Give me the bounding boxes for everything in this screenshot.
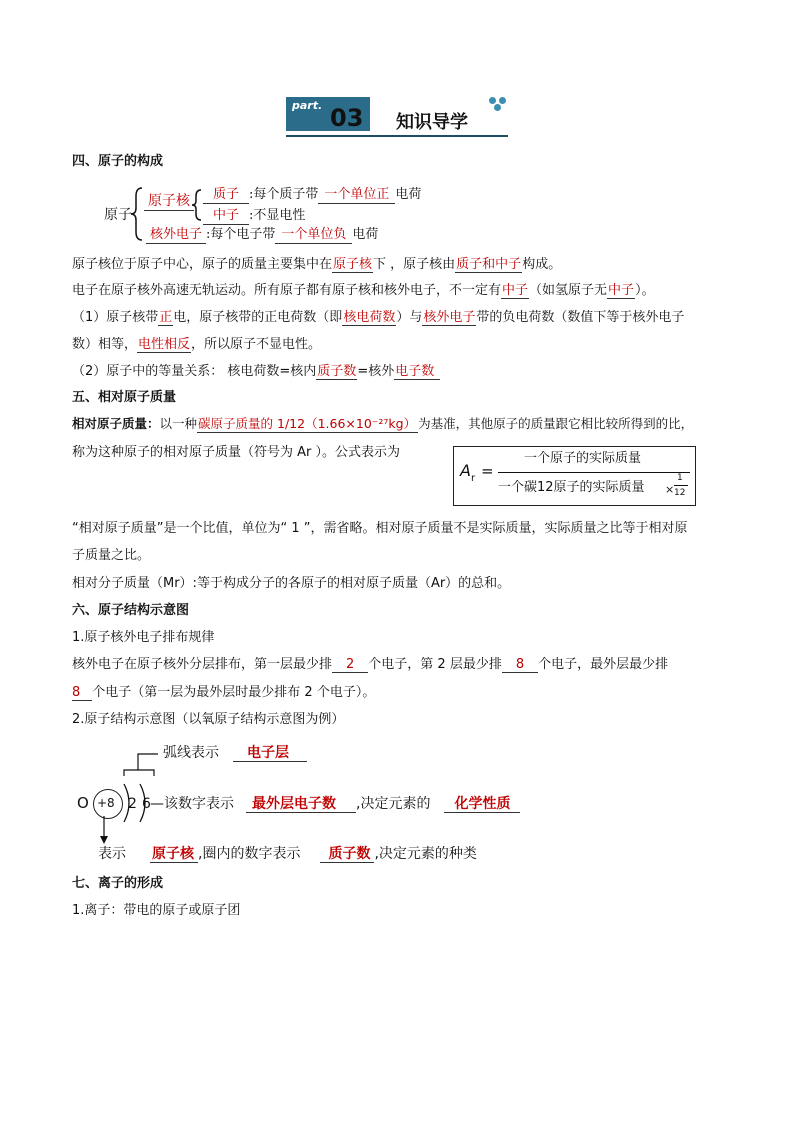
text: 个电子，最外层最少排	[538, 657, 669, 672]
text: 构成。	[522, 257, 562, 272]
formula-frac-num: 1	[677, 473, 683, 483]
answer: 质子和中子	[456, 257, 522, 272]
text: 以一种	[159, 416, 198, 431]
paragraph: 称为这种原子的相对原子质量（符号为 Ar ）。公式表示为	[72, 445, 401, 460]
answer-proton: 质子	[203, 188, 249, 204]
paragraph: 相对分子质量（Mr）:等于构成分子的各原子的相对原子质量（Ar）的总和。	[72, 576, 511, 591]
answer: 电子数	[394, 365, 440, 380]
text: 电子在原子核外高速无轨运动。所有原子都有原子核和核外电子，不一定有	[72, 283, 502, 298]
text: 下 ，原子核由	[373, 257, 456, 272]
text: （1）原子核带	[72, 310, 159, 325]
answer-electron: 核外电子	[146, 228, 206, 244]
header-rule	[286, 135, 508, 137]
answer: 碳原子质量的 1/12（1.66×10⁻²⁷kg）	[198, 416, 417, 431]
answer: 中子	[502, 283, 529, 298]
section-title-ion-formation: 七、离子的形成	[72, 876, 164, 891]
text: 核外电子在原子核外分层排布，第一层最少排	[72, 657, 333, 672]
text: 个电子，第 2 层最少排	[368, 657, 502, 672]
answer: 原子核	[333, 257, 373, 272]
part-number: 03	[330, 104, 364, 132]
paragraph: “相对原子质量”是一个比值，单位为“ 1 ”，需省略。相对原子质量不是实际质量，实际质量之比等于相对原	[72, 521, 688, 536]
arc-label	[163, 746, 307, 762]
answer: 电子层	[233, 746, 307, 762]
relative-mass-formula	[453, 446, 696, 506]
text: （2）原子中的等量关系： 核电荷数=核内	[72, 364, 317, 379]
text: —该数字表示	[150, 796, 234, 812]
text: ,决定元素的种类	[374, 846, 477, 862]
answer: 化学性质	[444, 797, 520, 813]
text: ）。	[635, 283, 655, 298]
formula-ar	[460, 461, 476, 484]
element-symbol: O	[77, 794, 89, 812]
text: =核外	[357, 364, 395, 379]
answer-electron-charge: 一个单位负	[275, 228, 352, 244]
atom-label: 原子	[104, 207, 132, 223]
section-title-structure-diagram: 六、原子结构示意图	[72, 603, 190, 618]
electron-desc: :每个电子带	[206, 227, 276, 242]
formula-equals: =	[481, 462, 494, 480]
answer: 核外电子	[423, 310, 476, 325]
answer: 质子数	[320, 847, 374, 863]
small-fraction-bar	[674, 485, 688, 486]
answer: 原子核	[150, 847, 198, 863]
text: 原子核位于原子中心，原子的质量主要集中在	[72, 257, 333, 272]
nucleus-charge: +8	[97, 796, 115, 810]
text: 电，原子核带的正电荷数（即	[173, 310, 343, 325]
text: ,圈内的数字表示	[198, 846, 301, 862]
answer: 最外层电子数	[246, 797, 356, 813]
text: （如氢原子无	[529, 283, 608, 298]
text: 个电子（第一层为最外层时最少排布 2 个电子）。	[92, 685, 376, 700]
charge-word-2: 电荷	[352, 227, 379, 242]
paragraph	[72, 258, 561, 273]
proton-desc: :每个质子带	[249, 187, 319, 202]
paragraph	[72, 418, 693, 433]
brace-icon	[130, 186, 144, 242]
text: 表示	[98, 846, 126, 862]
arrow-down-icon	[98, 816, 110, 846]
number-label	[150, 797, 520, 813]
neutron-desc: :不显电性	[249, 208, 306, 223]
answer-nucleus: 原子核	[144, 194, 194, 211]
subheading: 1.原子核外电子排布规律	[72, 630, 215, 645]
arc-pointer	[120, 748, 160, 780]
answer-proton-charge: 一个单位正	[318, 188, 395, 204]
section-title-relative-mass: 五、相对原子质量	[72, 390, 177, 405]
paragraph	[72, 284, 655, 299]
formula-frac-den: 12	[674, 488, 686, 498]
answer-neutron: 中子	[203, 209, 249, 225]
paragraph	[72, 658, 668, 673]
text: 带的负电荷数（数值下等于核外电子	[476, 310, 685, 325]
circle-label	[98, 847, 477, 863]
answer: 中子	[608, 283, 635, 298]
answer: 8	[72, 686, 92, 701]
fraction-bar	[498, 472, 690, 473]
answer: 正	[159, 310, 173, 325]
answer: 电性相反	[138, 337, 191, 352]
text: ，所以原子不显电性。	[191, 337, 322, 352]
answer: 核电荷数	[343, 310, 396, 325]
shell-2-count: 6	[142, 796, 151, 812]
charge-word: 电荷	[395, 187, 422, 202]
text: ,决定元素的	[356, 796, 431, 812]
text: 数）相等，	[72, 337, 138, 352]
paragraph	[72, 338, 321, 353]
formula-times: ×	[665, 483, 675, 496]
text: 为基准，其他原子的质量跟它相比较所得到的比，	[418, 416, 694, 431]
paragraph: 1.离子：带电的原子或原子团	[72, 903, 241, 918]
answer: 2	[332, 658, 368, 673]
part-label: part.	[292, 99, 323, 112]
paragraph	[72, 365, 440, 380]
answer: 质子数	[317, 364, 357, 379]
subheading: 2.原子结构示意图（以氧原子结构示意图为例）	[72, 712, 345, 727]
answer: 8	[502, 658, 538, 673]
formula-numerator: 一个原子的实际质量	[524, 451, 642, 466]
section-title-atom-structure: 四、原子的构成	[72, 154, 164, 169]
term: 相对原子质量：	[72, 416, 160, 431]
text: 弧线表示	[163, 745, 219, 761]
formula-symbol: A	[460, 461, 471, 480]
small-brace-icon	[191, 188, 203, 222]
formula-subscript: r	[470, 473, 476, 484]
paragraph: 子质量之比。	[72, 548, 151, 563]
page-title: 知识导学	[396, 112, 468, 133]
formula-denominator: 一个碳12原子的实际质量	[498, 480, 645, 495]
paragraph	[72, 311, 684, 326]
text: ）与	[396, 310, 423, 325]
shell-1-count: 2	[128, 796, 137, 812]
paragraph	[72, 686, 375, 701]
